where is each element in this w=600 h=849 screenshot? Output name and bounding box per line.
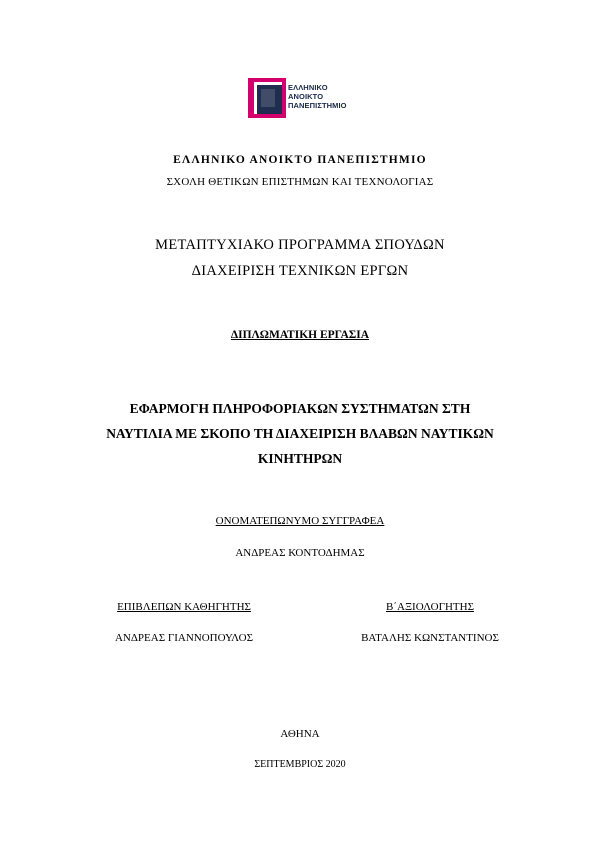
school-name: ΣΧΟΛΗ ΘΕΤΙΚΩΝ ΕΠΙΣΤΗΜΩΝ ΚΑΙ ΤΕΧΝΟΛΟΓΙΑΣ bbox=[166, 176, 434, 188]
logo-line-1: ΕΛΛΗΝΙΚΟ bbox=[288, 83, 328, 92]
supervisor-name: ΑΝΔΡΕΑΣ ΓΙΑΝΝΟΠΟΥΛΟΣ bbox=[114, 632, 254, 644]
logo-line-2: ΑΝΟΙΚΤΟ bbox=[288, 92, 324, 101]
document-type: ΔΙΠΛΩΜΑΤΙΚΗ ΕΡΓΑΣΙΑ bbox=[230, 329, 370, 341]
thesis-title-line-1: ΕΦΑΡΜΟΓΗ ΠΛΗΡΟΦΟΡΙΑΚΩΝ ΣΥΣΤΗΜΑΤΩΝ ΣΤΗ bbox=[129, 401, 471, 416]
thesis-title bbox=[90, 396, 510, 471]
thesis-title-line-2: ΝΑΥΤΙΛΙΑ ΜΕ ΣΚΟΠΟ ΤΗ ΔΙΑΧΕΙΡΙΣΗ ΒΛΑΒΩΝ ΝΑΥΤΙΚΩΝ bbox=[106, 426, 494, 441]
city: ΑΘΗΝΑ bbox=[280, 728, 320, 740]
evaluator-label: Β΄ΑΞΙΟΛΟΓΗΤΗΣ bbox=[386, 601, 474, 613]
university-logo-icon bbox=[248, 78, 286, 118]
program-name: ΜΕΤΑΠΤΥΧΙΑΚΟ ΠΡΟΓΡΑΜΜΑ ΣΠΟΥΔΩΝ bbox=[155, 237, 445, 253]
program-specialization: ΔΙΑΧΕΙΡΙΣΗ ΤΕΧΝΙΚΩΝ ΕΡΓΩΝ bbox=[191, 263, 409, 279]
author-label: ΟΝΟΜΑΤΕΠΩΝΥΜΟ ΣΥΓΓΡΑΦΕΑ bbox=[215, 515, 385, 527]
logo-wordmark bbox=[288, 83, 347, 110]
logo-line-3: ΠΑΝΕΠΙΣΤΗΜΙΟ bbox=[288, 101, 347, 110]
thesis-title-line-3: ΚΙΝΗΤΗΡΩΝ bbox=[257, 451, 343, 466]
evaluator-name: ΒΑΤΑΛΗΣ ΚΩΝΣΤΑΝΤΙΝΟΣ bbox=[361, 632, 499, 644]
submission-date: ΣΕΠΤΕΜΒΡΙΟΣ 2020 bbox=[254, 759, 346, 770]
supervisor-label: ΕΠΙΒΛΕΠΩΝ ΚΑΘΗΓΗΤΗΣ bbox=[117, 601, 251, 613]
university-logo bbox=[248, 78, 360, 118]
author-name: ΑΝΔΡΕΑΣ ΚΟΝΤΟΔΗΜΑΣ bbox=[235, 547, 365, 559]
university-name: ΕΛΛΗΝΙΚΟ ΑΝΟΙΚΤΟ ΠΑΝΕΠΙΣΤΗΜΙΟ bbox=[173, 154, 427, 166]
